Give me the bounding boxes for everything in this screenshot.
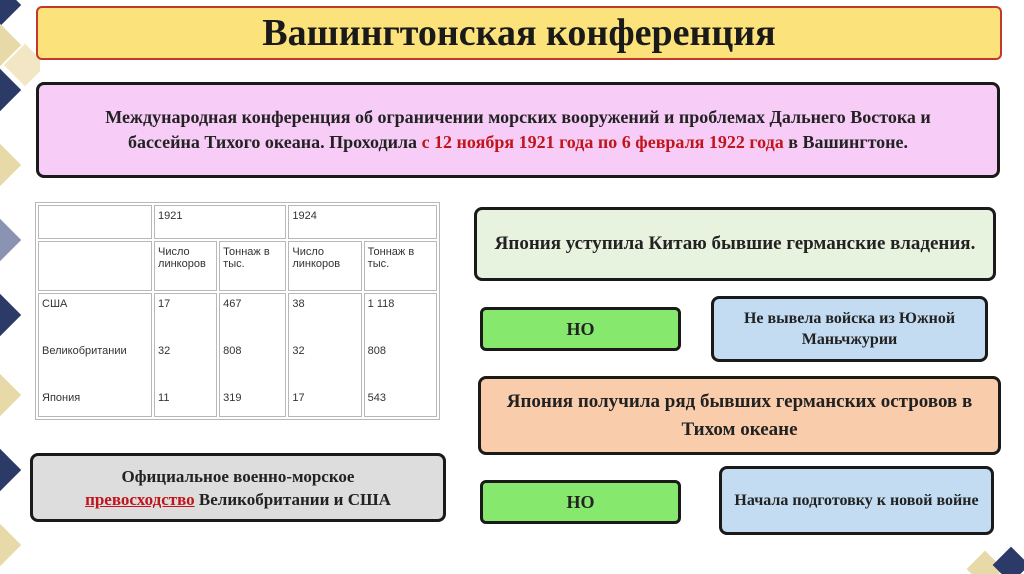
but-label-2: НО (480, 480, 681, 524)
intro-text-box (36, 82, 1000, 178)
table-value: 467 (223, 298, 242, 310)
superiority-text-before: Официальное военно-морское (121, 466, 355, 486)
superiority-highlight: превосходство (85, 489, 195, 509)
table-cell-battleships-1924 (288, 293, 361, 417)
intro-dates-highlight: с 12 ноября 1921 года по 6 февраля 1922 года (421, 132, 784, 152)
table-value: 808 (223, 345, 242, 357)
table-cell-tonnage-1924 (364, 293, 437, 417)
table-cell-tonnage-1921 (219, 293, 286, 417)
country-japan: Япония (42, 392, 81, 404)
table-value: 17 (292, 392, 305, 404)
table-value: 11 (158, 392, 170, 404)
table-value: 32 (292, 345, 305, 357)
battleship-tonnage-table (35, 202, 440, 420)
country-usa: США (42, 298, 68, 310)
table-cell-year-1921: 1921 (154, 205, 286, 239)
table-value: 38 (292, 298, 305, 310)
manchuria-troops-box: Не вывела войска из Южной Маньчжурии (711, 296, 988, 362)
table-cell-year-1924: 1924 (288, 205, 437, 239)
superiority-text-after: Великобритании и США (194, 489, 391, 509)
table-header-battleships-1921: Число линкоров (154, 241, 217, 291)
table-row-data (38, 293, 437, 417)
table-cell-empty (38, 205, 152, 239)
japan-islands-box: Япония получила ряд бывших германских островов в Тихом океане (478, 376, 1001, 455)
table-value: 543 (367, 392, 387, 404)
table-cell-empty (38, 241, 152, 291)
war-preparation-box: Начала подготовку к новой войне (719, 466, 994, 535)
table-header-tonnage-1921: Тоннаж в тыс. (219, 241, 286, 291)
table-cell-countries (38, 293, 152, 417)
japan-ceded-china-box: Япония уступила Китаю бывшие германские владения. (474, 207, 996, 281)
table-value: 17 (158, 298, 171, 310)
naval-superiority-box (30, 453, 446, 522)
decorative-pattern-bottom-right (964, 534, 1024, 574)
table-value: 808 (367, 345, 387, 357)
table-value: 1 118 (367, 298, 395, 310)
table-row-years (38, 205, 437, 239)
table-cell-battleships-1921 (154, 293, 217, 417)
intro-text-before: Международная конференция об ограничении морских вооружений и проблемах Дальнего Востока и бассейна Тихого океана. Проходила (105, 107, 931, 152)
table-header-battleships-1924: Число линкоров (288, 241, 361, 291)
intro-text-after: в Вашингтоне. (783, 132, 909, 152)
table-header-tonnage-1924: Тоннаж в тыс. (364, 241, 437, 291)
table-value: 32 (158, 345, 171, 357)
country-britain: Великобритании (42, 345, 127, 357)
but-label-1: НО (480, 307, 681, 351)
page-title: Вашингтонская конференция (36, 6, 1002, 60)
table-row-column-headers (38, 241, 437, 291)
table-value: 319 (223, 392, 242, 404)
